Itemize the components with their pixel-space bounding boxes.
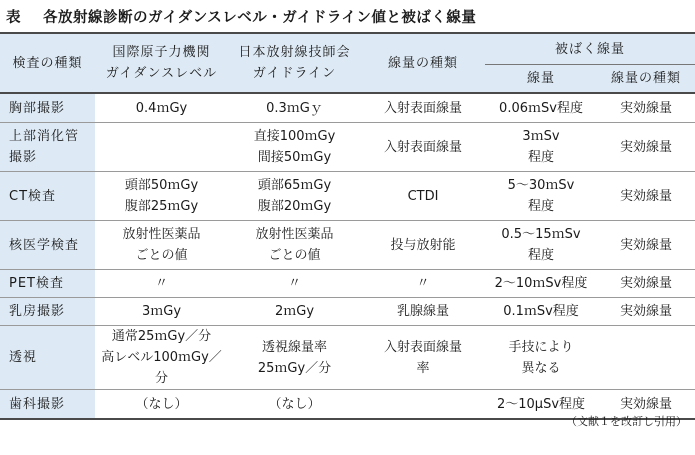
cell-dose-kind-2: [597, 221, 695, 270]
cell-dose-kind-line: CTDI: [407, 188, 439, 204]
cell-dose-kind-2-line: 実効線量: [620, 100, 673, 116]
cell-jart-line: 25ｍGy／分: [257, 360, 332, 376]
cell-dose-kind-line: 乳腺線量: [396, 304, 449, 319]
header-dose: 線量: [485, 65, 597, 94]
cell-dose: [485, 172, 597, 221]
cell-iaea: [95, 221, 228, 270]
cell-dose-kind-2: [597, 298, 695, 326]
header-exposure-group: 被ばく線量: [485, 33, 695, 65]
cell-jart: [228, 123, 361, 172]
cell-iaea-line: 0.4ｍGy: [135, 100, 188, 116]
cell-iaea: [95, 123, 228, 172]
cell-dose-line: 異なる: [521, 360, 561, 376]
cell-jart-line: 頭部65ｍGy: [257, 178, 332, 193]
cell-dose-kind: [361, 172, 485, 221]
header-dose-kind-2: 線量の種類: [597, 65, 695, 94]
cell-jart-line: 腹部20ｍGy: [257, 199, 332, 214]
cell-dose-kind: [361, 270, 485, 298]
cell-iaea: [95, 93, 228, 123]
dose-table: [0, 32, 695, 420]
cell-jart-line: 透視線量率: [261, 339, 327, 355]
cell-dose-kind-2-line: 実効線量: [620, 139, 673, 155]
cell-dose-line: 0.5～15ｍSv: [501, 227, 581, 242]
cell-jart: [228, 390, 361, 420]
table-row: [0, 93, 695, 123]
cell-dose-kind-line: 率: [416, 360, 430, 376]
cell-jart: [228, 93, 361, 123]
cell-dose-kind-line: 入射表面線量: [383, 100, 462, 116]
cell-dose-kind: [361, 93, 485, 123]
cell-jart-line: （なし）: [268, 396, 321, 412]
cell-dose-line: 2～10μSv程度: [496, 396, 586, 412]
cell-dose-kind-2: [597, 270, 695, 298]
cell-dose-kind: [361, 221, 485, 270]
cell-dose-line: 程度: [527, 150, 554, 165]
cell-jart-line: 2ｍGy: [274, 304, 315, 319]
table-body: [0, 93, 695, 419]
cell-iaea-line: 頭部50ｍGy: [124, 178, 199, 193]
table-row: [0, 326, 695, 390]
cell-iaea-line: ごとの値: [135, 248, 188, 263]
table-title: [6, 6, 476, 27]
cell-dose-kind-line: 投与放射能: [390, 237, 456, 253]
source-note: （文献１を改訂し引用）: [566, 415, 687, 428]
cell-iaea: [95, 172, 228, 221]
cell-dose-kind: [361, 390, 485, 420]
cell-dose-kind-2-line: 実効線量: [620, 304, 673, 319]
cell-jart-line: 放射性医薬品: [255, 227, 334, 242]
cell-jart: [228, 326, 361, 390]
cell-dose-kind-2: [597, 123, 695, 172]
cell-iaea: [95, 270, 228, 298]
cell-dose-line: 程度: [527, 248, 554, 263]
table-row: [0, 298, 695, 326]
cell-iaea-line: （なし）: [135, 396, 188, 412]
cell-dose-line: 0.06ｍSv程度: [499, 100, 583, 116]
header-iaea: [95, 33, 228, 93]
cell-exam-line: 核医学検査: [9, 237, 80, 253]
cell-exam-line: 乳房撮影: [9, 304, 66, 319]
cell-dose-line: 3ｍSv: [522, 129, 560, 144]
cell-dose-line: 0.1ｍSv程度: [503, 304, 579, 319]
cell-dose: [485, 123, 597, 172]
cell-exam: [0, 221, 95, 270]
cell-exam-line: 撮影: [9, 150, 38, 165]
cell-jart-line: ごとの値: [268, 248, 321, 263]
cell-dose-kind-line: 入射表面線量: [383, 139, 462, 155]
cell-dose: [485, 298, 597, 326]
cell-dose-line: 2～10ｍSv程度: [494, 276, 588, 291]
cell-exam-line: CT検査: [9, 188, 57, 204]
cell-iaea-line: 3ｍGy: [141, 304, 182, 319]
cell-iaea-line: 高レベル100ｍGy／分: [101, 350, 222, 386]
cell-exam-line: 歯科撮影: [9, 396, 66, 412]
header-dose-kind: 線量の種類: [361, 33, 485, 93]
cell-jart: [228, 270, 361, 298]
cell-dose-kind-2: [597, 172, 695, 221]
table-label: 表: [6, 10, 21, 26]
cell-dose-kind-2-line: 実効線量: [620, 276, 673, 291]
cell-exam: [0, 270, 95, 298]
cell-exam: [0, 298, 95, 326]
cell-jart: [228, 221, 361, 270]
cell-jart: [228, 172, 361, 221]
cell-iaea: [95, 298, 228, 326]
cell-exam: [0, 123, 95, 172]
header-jart: [228, 33, 361, 93]
cell-iaea-line: 腹部25ｍGy: [124, 199, 199, 214]
cell-jart-line: 0.3ｍGｙ: [266, 100, 323, 116]
cell-dose: [485, 93, 597, 123]
cell-dose: [485, 221, 597, 270]
header-exam-type: 検査の種類: [0, 33, 95, 93]
cell-exam-line: 透視: [9, 350, 38, 365]
table-title-text: 各放射線診断のガイダンスレベル・ガイドライン値と被ばく線量: [43, 10, 477, 26]
cell-dose-line: 手技により: [508, 339, 574, 355]
cell-dose-kind-2: [597, 326, 695, 390]
cell-exam: [0, 390, 95, 420]
cell-dose-line: 5～30ｍSv: [507, 178, 575, 193]
table-row: [0, 270, 695, 298]
cell-iaea-line: 放射性医薬品: [122, 227, 201, 242]
cell-dose: [485, 326, 597, 390]
cell-dose-line: 程度: [527, 199, 554, 214]
cell-exam-line: 上部消化管: [9, 129, 80, 144]
cell-jart: [228, 298, 361, 326]
cell-dose-kind: [361, 326, 485, 390]
cell-iaea-line: 〃: [154, 276, 168, 291]
cell-dose: [485, 270, 597, 298]
header-iaea-line2: ガイダンスレベル: [105, 66, 218, 81]
cell-jart-line: 間接50ｍGy: [257, 150, 332, 165]
cell-exam: [0, 326, 95, 390]
cell-exam-line: 胸部撮影: [9, 100, 66, 116]
cell-dose-kind: [361, 298, 485, 326]
table-row: [0, 123, 695, 172]
cell-iaea: [95, 326, 228, 390]
table-row: [0, 221, 695, 270]
header-jart-line2: ガイドライン: [252, 66, 337, 81]
cell-exam: [0, 172, 95, 221]
cell-dose-kind-2: [597, 93, 695, 123]
header-iaea-line1: 国際原子力機関: [112, 45, 211, 60]
cell-dose-kind-2-line: 実効線量: [620, 396, 673, 412]
cell-dose-kind-2-line: 実効線量: [620, 237, 673, 253]
cell-dose-kind: [361, 123, 485, 172]
header-jart-line1: 日本放射線技師会: [238, 45, 351, 60]
cell-dose-kind-line: 〃: [416, 276, 430, 291]
cell-exam: [0, 93, 95, 123]
cell-iaea-line: 通常25ｍGy／分: [111, 329, 212, 344]
cell-exam-line: PET検査: [9, 276, 64, 291]
cell-jart-line: 〃: [287, 276, 301, 291]
table-row: [0, 172, 695, 221]
cell-dose-kind-2-line: 実効線量: [620, 188, 673, 204]
cell-dose-kind-line: 入射表面線量: [383, 339, 462, 355]
cell-jart-line: 直接100ｍGy: [253, 129, 336, 144]
cell-iaea: [95, 390, 228, 420]
